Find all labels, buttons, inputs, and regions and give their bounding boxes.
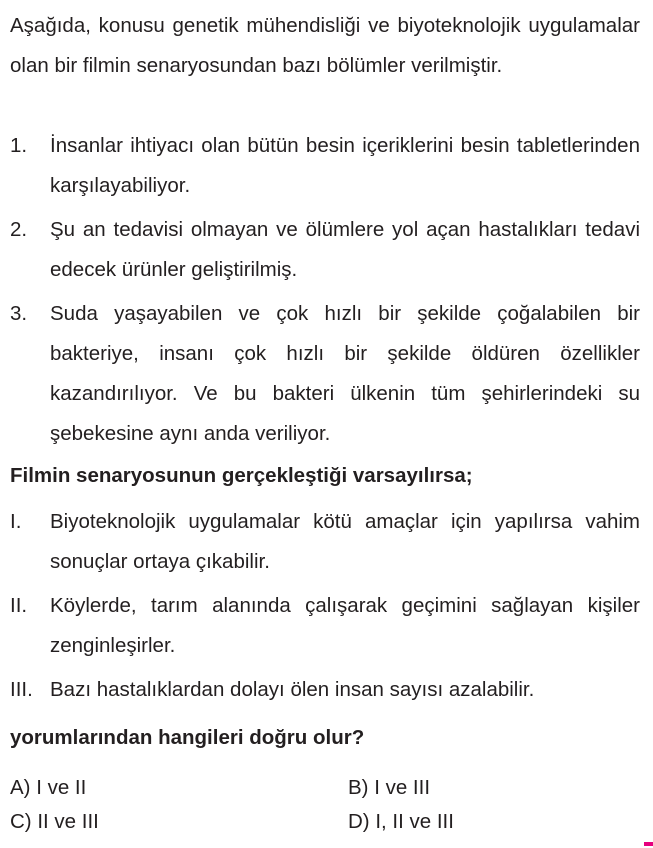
answer-option-a[interactable]: A) I ve II [10,776,87,799]
answer-option-b[interactable]: B) I ve III [348,776,431,799]
question-intro: Aşağıda, konusu genetik mühendisliği ve biyoteknolojik uygulamalar olan bir filmin senaryosundan bazı bölümler verilmiştir. [10,14,640,77]
statement-number: I. [10,510,22,533]
scenario-item-text: Şu an tedavisi olmayan ve ölümlere yol açan hastalıkları tedavi edecek ürünler geliştirilmiş. [50,218,640,281]
question-prompt: yorumlarından hangileri doğru olur? [10,726,365,749]
answer-options [10,768,640,848]
page-corner-marker [644,842,653,846]
answer-option-d[interactable]: D) I, II ve III [348,810,454,833]
statement-number: II. [10,594,28,617]
answer-option-c[interactable]: C) II ve III [10,810,99,833]
scenario-item-number: 2. [10,218,28,241]
statement-text: Köylerde, tarım alanında çalışarak geçimini sağlayan kişiler zenginleşirler. [50,594,640,657]
premise-text: Filmin senaryosunun gerçekleştiği varsayılırsa; [10,464,473,487]
statement-text: Bazı hastalıklardan dolayı ölen insan sayısı azalabilir. [50,678,535,701]
scenario-item-text: Suda yaşayabilen ve çok hızlı bir şekilde çoğalabilen bir bakteriye, insanı çok hızlı bir şekilde öldüren özellikler kazandırılıyor. Ve bu bakteri ülkenin tüm şehirlerindeki su şebekesine aynı anda veriliyor. [50,302,640,445]
scenario-item-number: 1. [10,134,28,157]
scenario-item-number: 3. [10,302,28,325]
statement-text: Biyoteknolojik uygulamalar kötü amaçlar için yapılırsa vahim sonuçlar ortaya çıkabilir. [50,510,640,573]
statement-number: III. [10,678,33,701]
scenario-item-text: İnsanlar ihtiyacı olan bütün besin içeriklerini besin tabletlerinden karşılayabiliyor. [50,134,640,197]
